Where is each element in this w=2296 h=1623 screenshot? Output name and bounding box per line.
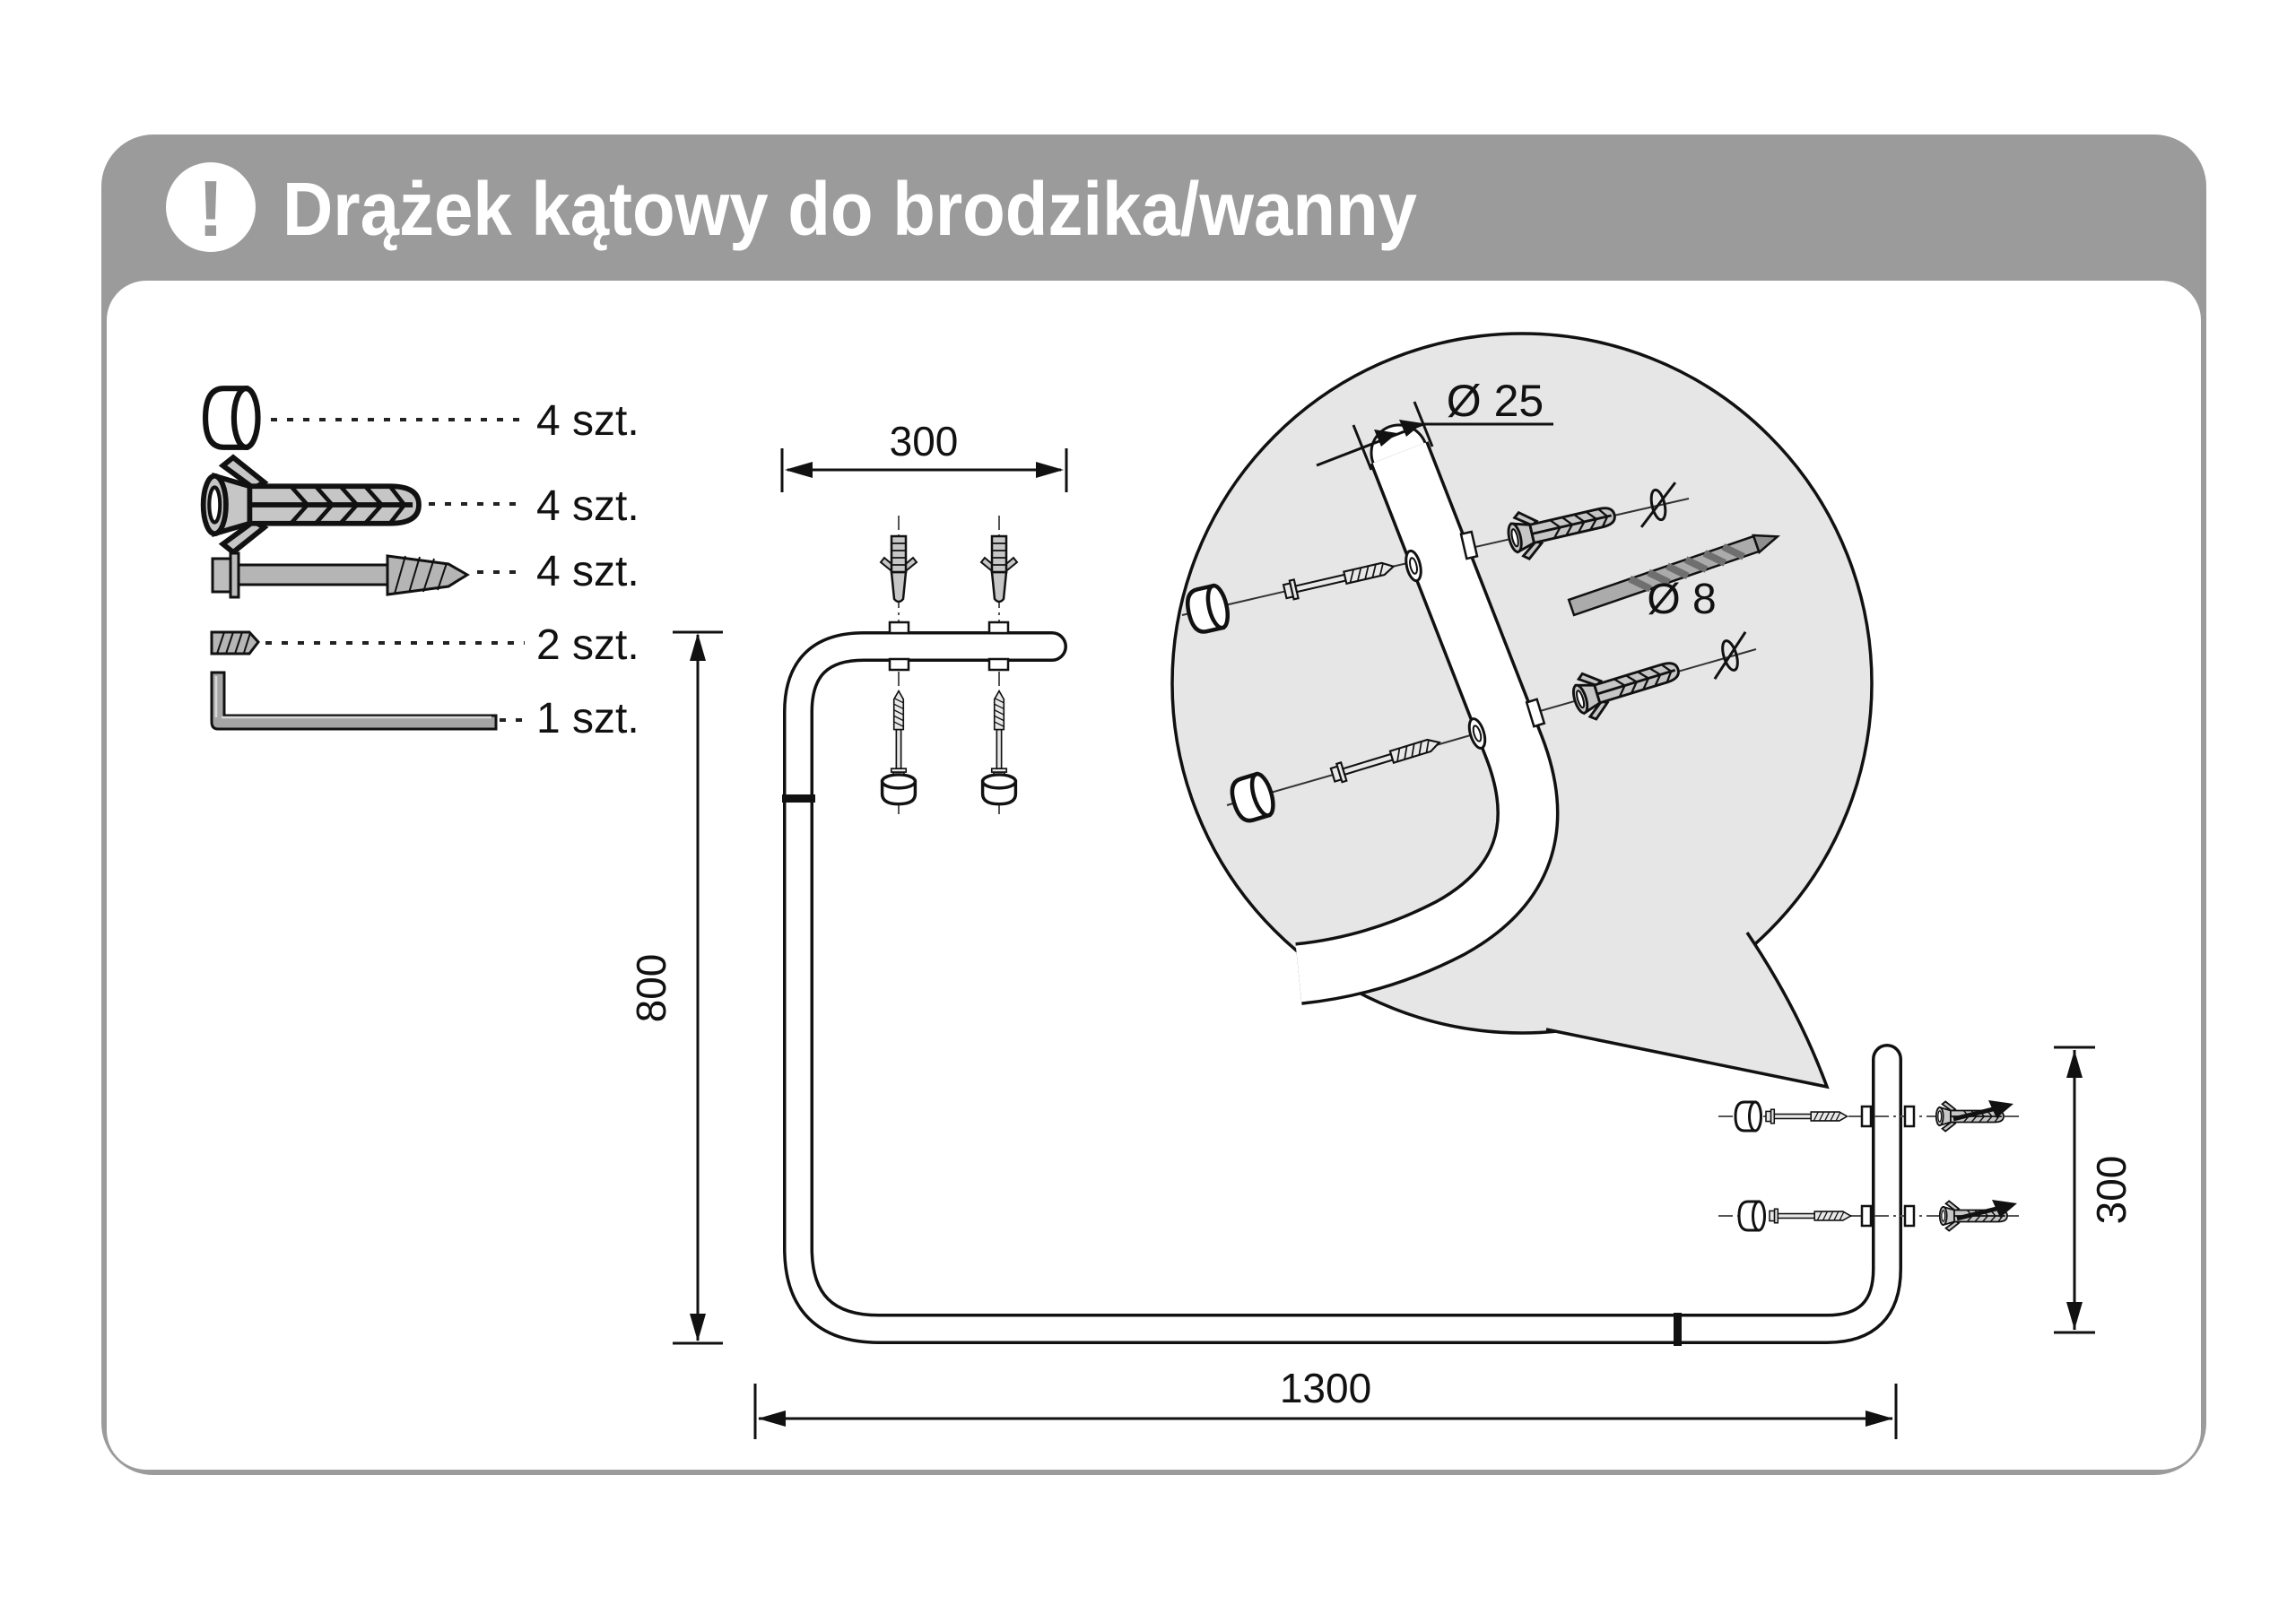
cap-top-right xyxy=(983,775,1016,804)
dim-label-bottom: 1300 xyxy=(1279,1365,1372,1411)
cap-top-left xyxy=(883,775,916,804)
cap-icon xyxy=(1739,1202,1765,1230)
part-qty: 4 szt. xyxy=(536,482,639,530)
alert-exclamation-icon: ! xyxy=(197,164,224,253)
dim-label-right: 300 xyxy=(2088,1155,2135,1225)
header xyxy=(166,162,1417,253)
end-cap-icon xyxy=(205,388,257,447)
rod-joint-mark xyxy=(1674,1313,1682,1346)
rod-joint-mark xyxy=(782,794,815,803)
part-qty: 4 szt. xyxy=(536,548,639,595)
part-qty: 2 szt. xyxy=(536,621,639,669)
dim-label-top: 300 xyxy=(889,418,959,464)
grub-screw-icon xyxy=(212,632,258,654)
dim-label-rod-diameter: Ø 25 xyxy=(1446,376,1544,426)
cap-icon xyxy=(1735,1102,1761,1131)
part-qty: 4 szt. xyxy=(536,397,639,445)
part-qty: 1 szt. xyxy=(536,695,639,742)
dim-label-left: 800 xyxy=(628,953,674,1023)
page-title: Drążek kątowy do brodzika/wanny xyxy=(283,167,1418,251)
dim-label-drill-diameter: Ø 8 xyxy=(1647,576,1717,623)
